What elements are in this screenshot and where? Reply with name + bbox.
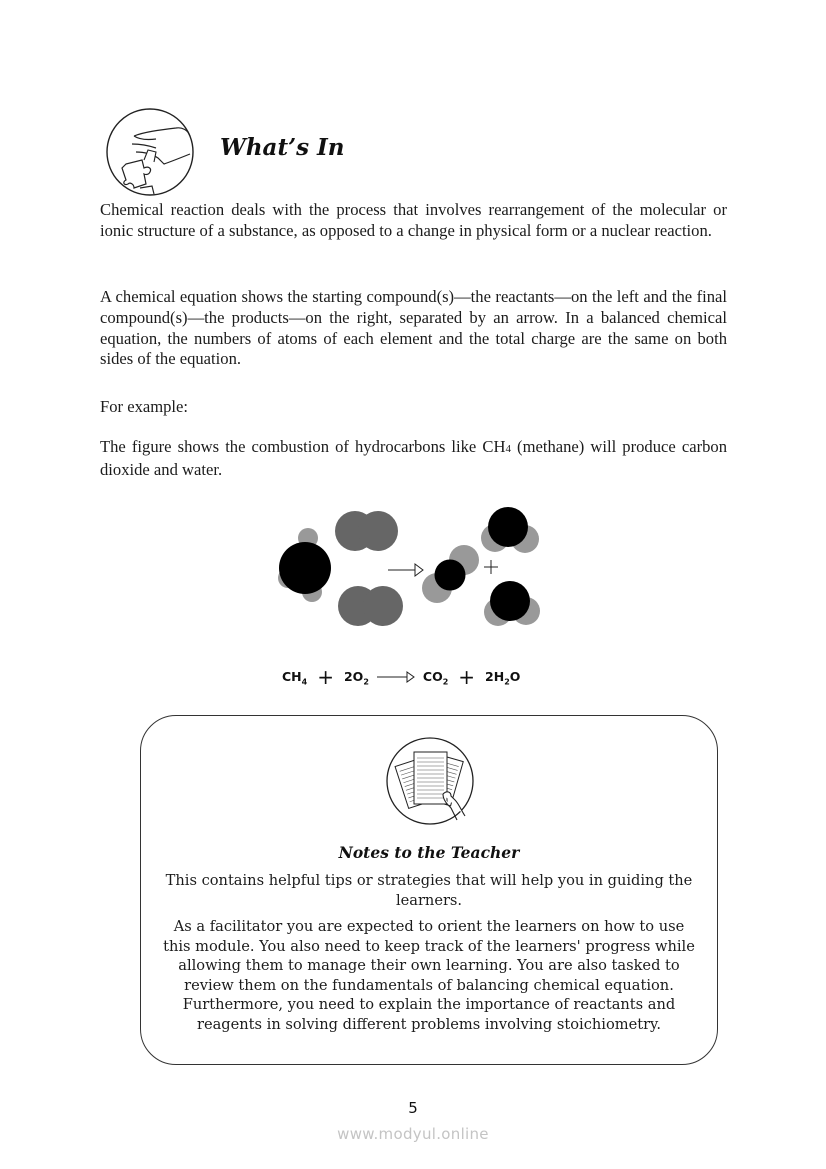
equation-explanation-paragraph: A chemical equation shows the starting compound(s)—the reactants—on the left and the final compound(s)—the products—on the right, separated by an arrow. In a balanced chemical equation, the numbers of atoms of each element and the total charge are the same on both sides of the equation.	[100, 287, 727, 369]
papers-in-hand-icon	[385, 736, 475, 826]
watermark: www.modyul.online	[337, 1125, 489, 1143]
reactant-methane: $CH_4$	[282, 669, 308, 687]
product-water: $2H_2O$	[485, 669, 521, 687]
plus-sign: +	[458, 665, 476, 689]
carbon-dioxide-molecule	[422, 545, 479, 603]
oxygen-molecule-bottom	[338, 586, 403, 626]
notes-title: Notes to the Teacher	[338, 843, 520, 862]
reaction-arrow-icon	[388, 564, 423, 576]
methane-combustion-figure	[270, 500, 560, 640]
chemical-equation	[282, 666, 520, 690]
notes-instructions-text: As a facilitator you are expected to orient the learners on how to use this module. You also need to keep track of the learners' progress while allowing them to manage their own learning. You are also tasked to review them on the fundamentals of balancing chemical equation. Furthermore, you need to explain the importance of reactants and reagents in solving different problems involving stoichiometry.	[163, 918, 695, 1033]
notes-intro-text: This contains helpful tips or strategies that will help you in guiding the learners.	[165, 872, 693, 909]
plus-sign: +	[317, 665, 334, 689]
plus-sign-icon	[484, 560, 498, 574]
oxygen-molecule-top	[335, 511, 398, 551]
arrow-icon	[377, 671, 415, 686]
water-molecule-top	[481, 507, 539, 553]
water-molecule-bottom	[484, 581, 540, 626]
hand-puzzle-icon	[104, 106, 196, 198]
methane-molecule	[278, 528, 331, 602]
section-title: What’s In	[220, 134, 345, 161]
page-number: 5	[408, 1099, 418, 1117]
intro-paragraph: Chemical reaction deals with the process that involves rearrangement of the molecular or ionic structure of a substance, as opposed to a change in physical form or a nuclear reaction.	[100, 200, 727, 240]
example-label: For example:	[100, 397, 189, 416]
reactant-oxygen: $2O_2$	[343, 669, 369, 687]
figure-description-paragraph: The figure shows the combustion of hydrocarbons like CH4 (methane) will produce carbon dioxide and water.	[100, 437, 727, 479]
product-carbon-dioxide: $CO_2$	[422, 669, 449, 687]
